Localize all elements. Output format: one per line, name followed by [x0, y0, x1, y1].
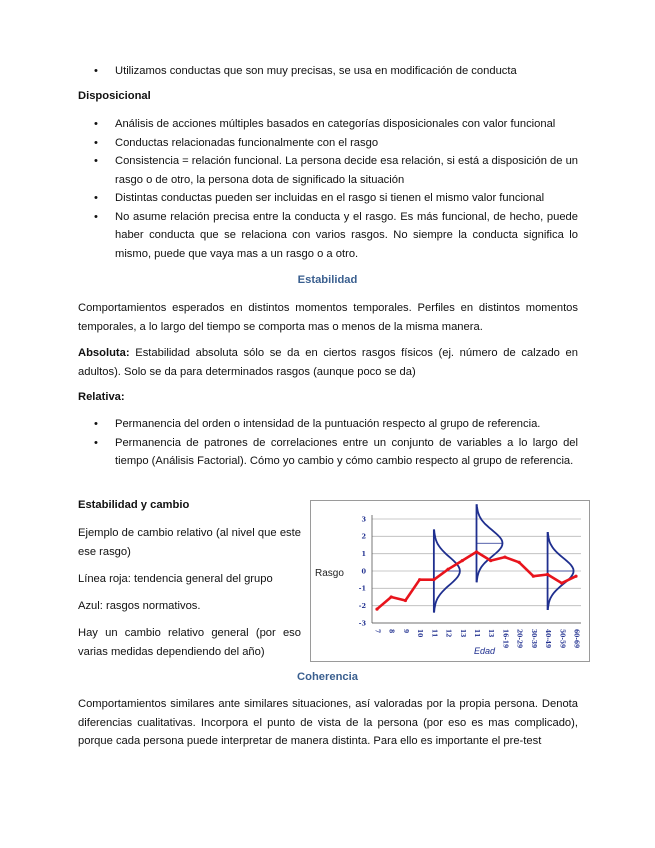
- coherencia-paragraph: Comportamientos similares ante similares situaciones, así valoradas por la propia persona. Denota diferencias cualitativas. Incorpora el punto de vista de la persona (por eso es mas complicado), porque cada persona puede interpretar de manera distinta. Para ello es importante el pre-test: [78, 698, 578, 747]
- list-item: • No asume relación precisa entre la conducta y el rasgo. Es más funcional, de hecho, puede haber conducta que se relaciona con varios rasgos. No siempre la conducta significa lo mismo, puede que vaya mas a un rasgo o a otro.: [78, 208, 578, 264]
- trend-point: [418, 578, 421, 581]
- y-tick-label: 0: [361, 567, 366, 576]
- x-tick-label: 7: [373, 629, 381, 634]
- x-tick-label: 12: [444, 629, 452, 638]
- x-tick-label: 40-49: [544, 629, 552, 649]
- bullet-icon: •: [94, 418, 98, 430]
- x-tick-label: 9: [401, 629, 409, 634]
- y-tick-label: 2: [361, 532, 366, 541]
- x-tick-label: 16-19: [501, 629, 509, 649]
- y-tick-label: -3: [358, 619, 366, 628]
- absoluta-text: Estabilidad absoluta sólo se da en ciertos rasgos físicos (ej. número de calzado en adultos). Solo se da para determinados rasgos (aunque poco se da): [78, 347, 578, 378]
- trend-point: [489, 559, 492, 562]
- bullet-icon: •: [94, 192, 98, 204]
- x-tick-label: 20-29: [515, 629, 523, 649]
- bullet-icon: •: [94, 210, 98, 223]
- bullet-icon: •: [94, 155, 98, 167]
- relativa-heading: Relativa:: [78, 391, 125, 403]
- x-tick-label: 8: [387, 629, 395, 634]
- cambio-heading: Estabilidad y cambio: [78, 499, 190, 511]
- list-item: • Utilizamos conductas que son muy precisas, se usa en modificación de conducta: [78, 62, 578, 81]
- trend-point: [503, 556, 506, 559]
- bullet-icon: •: [94, 136, 98, 149]
- section-title-estabilidad: Estabilidad: [297, 274, 358, 286]
- x-tick-label: 10: [416, 629, 424, 638]
- trend-point: [546, 573, 549, 576]
- x-tick-label: 13: [458, 629, 466, 638]
- estabilidad-paragraph: Comportamientos esperados en distintos momentos temporales. Perfiles en distintos momentos temporales, a lo largo del tiempo se comporta mas o menos de la misma manera.: [78, 302, 578, 333]
- y-tick-label: -1: [358, 584, 366, 593]
- bullet-icon: •: [94, 436, 98, 449]
- bullet-icon: •: [94, 118, 98, 130]
- absoluta-label: Absoluta:: [78, 347, 130, 359]
- section-heading-disposicional: Disposicional: [78, 90, 151, 102]
- x-tick-label: 11: [430, 629, 438, 638]
- y-tick-label: 3: [361, 515, 366, 524]
- trend-point: [404, 599, 407, 602]
- chart-svg: [311, 501, 589, 661]
- x-tick-label: 13: [487, 629, 495, 638]
- disposicional-bullet-list: [78, 115, 578, 263]
- bullet-icon: •: [94, 65, 98, 77]
- trend-point: [518, 561, 521, 564]
- stability-chart: [310, 500, 590, 662]
- intro-bullet-list: [78, 62, 578, 81]
- x-tick-label: 11: [473, 629, 480, 638]
- relativa-bullet-list: [78, 415, 578, 471]
- list-item: • Permanencia del orden o intensidad de la puntuación respecto al grupo de referencia.: [78, 415, 578, 434]
- trend-point: [532, 575, 535, 578]
- cambio-paragraph-2: Línea roja: tendencia general del grupo: [78, 573, 273, 585]
- chart-y-axis-label: Rasgo: [315, 568, 344, 579]
- list-item: • Análisis de acciones múltiples basados en categorías disposicionales con valor funcional: [78, 115, 578, 134]
- list-item: • Consistencia = relación funcional. La persona decide esa relación, si está a disposición de un rasgo o de otro, la persona dota de significado la situación: [78, 152, 578, 189]
- list-item: • Distintas conductas pueden ser incluidas en el rasgo si tienen el mismo valor funcional: [78, 189, 578, 208]
- trend-point: [390, 595, 393, 598]
- x-tick-label: 30-39: [529, 629, 537, 649]
- list-item: • Conductas relacionadas funcionalmente con el rasgo: [78, 134, 578, 153]
- cambio-paragraph-3: Azul: rasgos normativos.: [78, 600, 201, 612]
- x-tick-label: 60-69: [572, 629, 580, 649]
- trend-point: [446, 568, 449, 571]
- list-item: • Permanencia de patrones de correlaciones entre un conjunto de variables a lo largo del tiempo (Análisis Factorial). Cómo yo cambio y cómo cambio respecto al grupo de referencia.: [78, 434, 578, 471]
- cambio-paragraph-1: Ejemplo de cambio relativo (al nivel que este ese rasgo): [78, 527, 301, 558]
- section-title-coherencia: Coherencia: [297, 671, 358, 683]
- trend-point: [574, 575, 577, 578]
- trend-point: [461, 559, 464, 562]
- chart-x-axis-label: Edad: [474, 646, 496, 656]
- trend-point: [375, 608, 378, 611]
- y-tick-label: 1: [361, 549, 366, 558]
- trend-point: [560, 582, 563, 585]
- absoluta-paragraph: [78, 344, 578, 381]
- x-tick-label: 50-59: [558, 629, 566, 649]
- trend-point: [432, 578, 435, 581]
- trend-point: [475, 550, 478, 553]
- y-tick-label: -2: [358, 601, 366, 610]
- cambio-paragraph-4: Hay un cambio relativo general (por eso varias medidas dependiendo del año): [78, 627, 301, 658]
